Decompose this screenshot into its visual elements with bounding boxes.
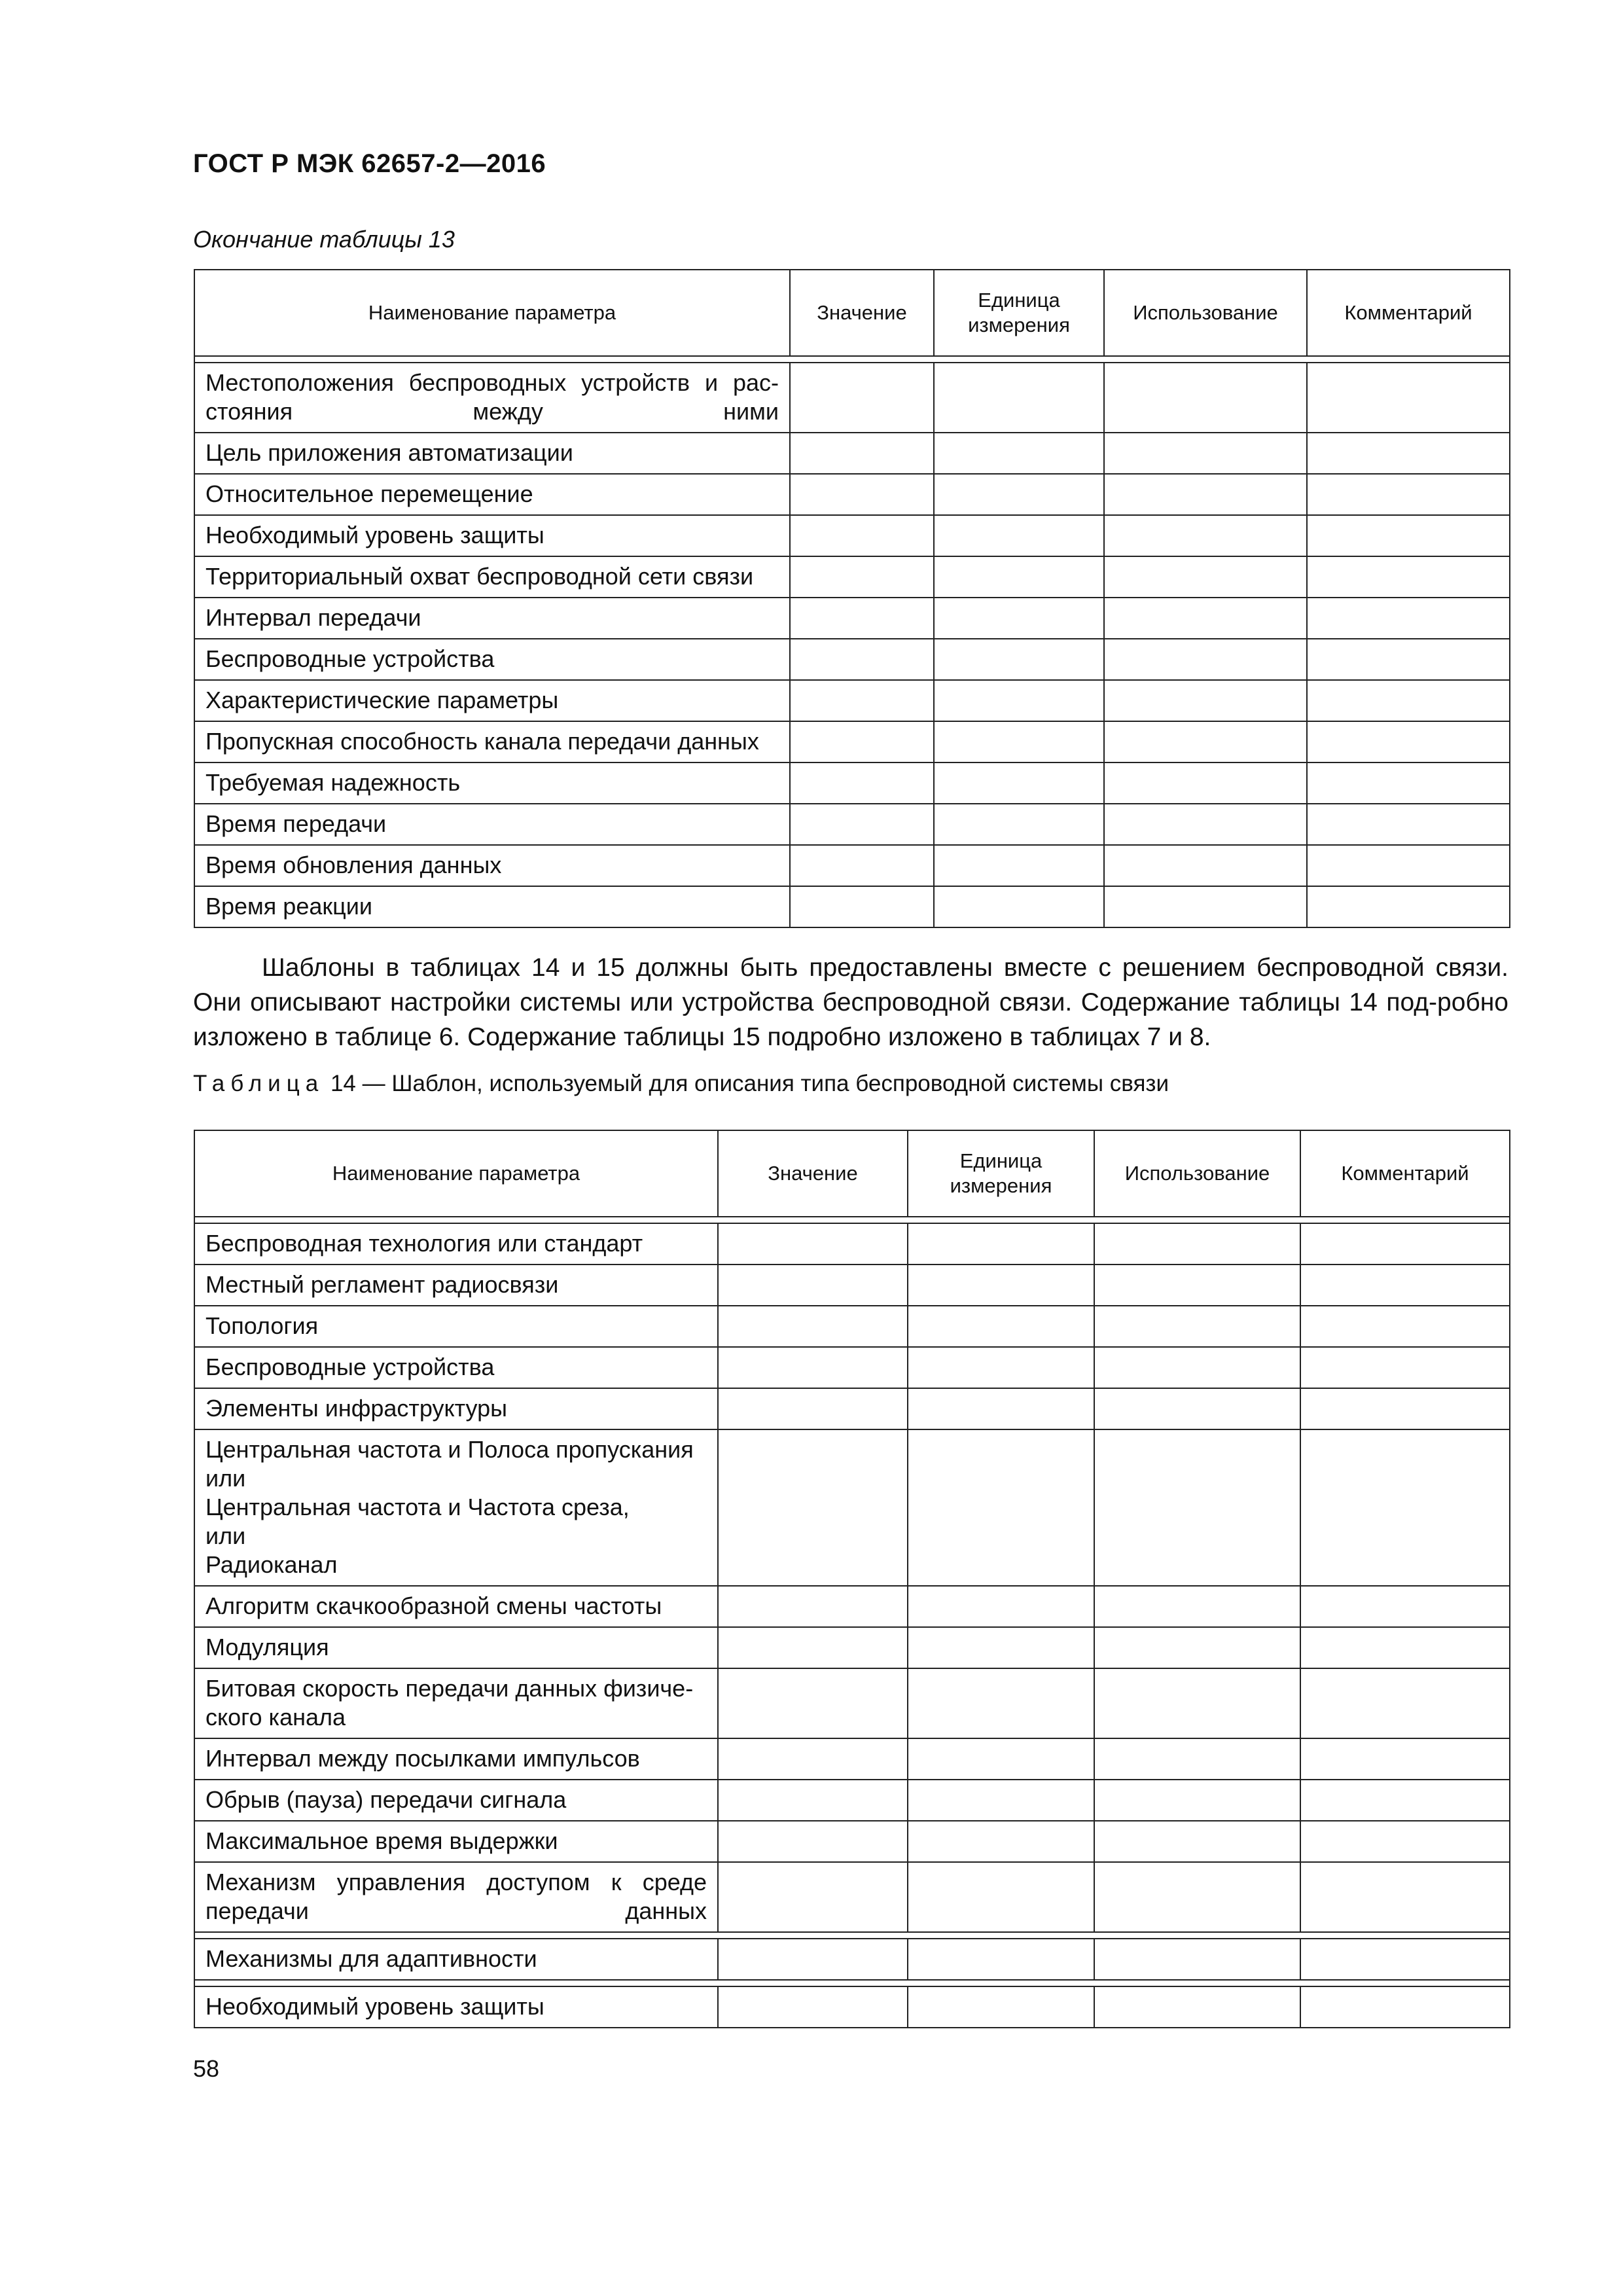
table-row — [194, 1429, 1510, 1586]
table-cell-usage — [1094, 1627, 1300, 1668]
table-cell-value — [790, 721, 934, 762]
col-header-value: Значение — [790, 270, 934, 356]
table-cell-parameter: Обрыв (пауза) передачи сигнала — [194, 1780, 718, 1821]
table-cell-value — [718, 1388, 908, 1429]
table-row — [194, 1668, 1510, 1738]
table-cell-comment — [1307, 363, 1510, 433]
table-cell-usage — [1094, 1429, 1300, 1586]
table-cell-usage — [1104, 515, 1307, 556]
table-cell-unit — [934, 639, 1104, 680]
table-row — [194, 598, 1510, 639]
table-header-row — [194, 270, 1510, 356]
table-cell-comment — [1307, 721, 1510, 762]
table-cell-unit — [908, 1986, 1094, 2028]
table-cell-usage — [1094, 1862, 1300, 1932]
table-cell-usage — [1104, 845, 1307, 886]
table-row — [194, 845, 1510, 886]
table-cell-value — [790, 639, 934, 680]
table-cell-usage — [1094, 1586, 1300, 1627]
table-row — [194, 556, 1510, 598]
table-cell-value — [718, 1939, 908, 1980]
table-cell-parameter: Пропускная способность канала передачи данных — [194, 721, 790, 762]
table-cell-unit — [908, 1429, 1094, 1586]
table-cell-parameter — [194, 363, 790, 433]
col-header-value: Значение — [718, 1130, 908, 1217]
table-cell-comment — [1300, 1265, 1510, 1306]
table-cell-value — [790, 680, 934, 721]
table-13 — [194, 269, 1510, 928]
table-row — [194, 721, 1510, 762]
document-header: ГОСТ Р МЭК 62657-2—2016 — [193, 149, 546, 178]
table-row — [194, 1347, 1510, 1388]
table-row — [194, 1223, 1510, 1265]
table-cell-comment — [1300, 1627, 1510, 1668]
table-cell-usage — [1094, 1265, 1300, 1306]
table-cell-comment — [1300, 1223, 1510, 1265]
table-cell-usage — [1104, 598, 1307, 639]
col-header-parameter-name: Наименование параметра — [194, 270, 790, 356]
table-cell-unit — [908, 1939, 1094, 1980]
table-header-row — [194, 1130, 1510, 1217]
table-cell-usage — [1104, 639, 1307, 680]
table-cell-unit — [908, 1738, 1094, 1780]
table-row — [194, 433, 1510, 474]
table-row — [194, 762, 1510, 804]
table-14 — [194, 1130, 1510, 2028]
table-cell-comment — [1300, 1821, 1510, 1862]
table-cell-parameter: Необходимый уровень защиты — [194, 1986, 718, 2028]
table-cell-comment — [1300, 1939, 1510, 1980]
body-paragraph-text: Шаблоны в таблицах 14 и 15 должны быть предоставлены вместе с решением беспроводной связи. Они описывают настройки системы или устройства беспроводной связи. Содержание таблицы 14 под-робно изложено в таблице 6. Содержание таблицы 15 подробно изложено в таблицах 7 и 8. — [193, 954, 1508, 1051]
table-cell-usage — [1094, 1780, 1300, 1821]
table-cell-parameter: Время обновления данных — [194, 845, 790, 886]
col-header-unit — [934, 270, 1104, 356]
table-row — [194, 1738, 1510, 1780]
table-cell-unit — [908, 1627, 1094, 1668]
table-row — [194, 639, 1510, 680]
table-cell-value — [790, 598, 934, 639]
table-cell-usage — [1104, 680, 1307, 721]
table-cell-comment — [1307, 598, 1510, 639]
table-cell-value — [718, 1986, 908, 2028]
table-cell-value — [790, 474, 934, 515]
col-header-usage: Использование — [1104, 270, 1307, 356]
table-cell-parameter: Центральная частота и Полоса пропускания или Центральная частота и Частота среза, или Радиоканал — [194, 1429, 718, 1586]
table-row — [194, 1388, 1510, 1429]
table-cell-parameter: Необходимый уровень защиты — [194, 515, 790, 556]
table-cell-unit — [934, 804, 1104, 845]
table-cell-unit — [908, 1388, 1094, 1429]
table-cell-unit — [934, 886, 1104, 927]
table-cell-comment — [1300, 1306, 1510, 1347]
table-cell-parameter: Элементы инфраструктуры — [194, 1388, 718, 1429]
table-cell-unit — [934, 845, 1104, 886]
table-cell-comment — [1307, 556, 1510, 598]
col-header-parameter-name: Наименование параметра — [194, 1130, 718, 1217]
table-cell-comment — [1300, 1986, 1510, 2028]
table-cell-usage — [1094, 1738, 1300, 1780]
table-cell-unit — [934, 762, 1104, 804]
table-row — [194, 1265, 1510, 1306]
table-cell-unit — [934, 721, 1104, 762]
body-paragraph — [193, 950, 1508, 1054]
table-cell-value — [718, 1862, 908, 1932]
table-cell-unit — [934, 598, 1104, 639]
table-cell-comment — [1307, 886, 1510, 927]
table-cell-value — [790, 556, 934, 598]
table-cell-comment — [1300, 1388, 1510, 1429]
table-cell-usage — [1094, 1821, 1300, 1862]
table-cell-comment — [1300, 1586, 1510, 1627]
table-cell-parameter: Время реакции — [194, 886, 790, 927]
table-cell-parameter: Время передачи — [194, 804, 790, 845]
table-cell-value — [790, 515, 934, 556]
table-row — [194, 804, 1510, 845]
table-row-separator — [194, 1932, 1510, 1939]
table-cell-value — [718, 1265, 908, 1306]
table-cell-usage — [1094, 1986, 1300, 2028]
table-row — [194, 1986, 1510, 2028]
table-cell-comment — [1307, 804, 1510, 845]
table-cell-value — [790, 886, 934, 927]
table-cell-unit — [908, 1821, 1094, 1862]
table-cell-value — [790, 363, 934, 433]
table-cell-value — [790, 433, 934, 474]
table-cell-unit — [934, 680, 1104, 721]
table-cell-usage — [1104, 433, 1307, 474]
table-cell-comment — [1307, 680, 1510, 721]
table-cell-comment — [1300, 1738, 1510, 1780]
table-cell-value — [718, 1223, 908, 1265]
table-cell-usage — [1104, 886, 1307, 927]
table-cell-unit — [908, 1265, 1094, 1306]
table-cell-usage — [1104, 363, 1307, 433]
table-cell-usage — [1104, 804, 1307, 845]
table-cell-parameter: Максимальное время выдержки — [194, 1821, 718, 1862]
col-header-unit-text: Единица измерения — [968, 289, 1070, 336]
table-cell-unit — [908, 1306, 1094, 1347]
table-cell-value — [718, 1306, 908, 1347]
table-cell-parameter: Топология — [194, 1306, 718, 1347]
table-cell-parameter: Алгоритм скачкообразной смены частоты — [194, 1586, 718, 1627]
table-cell-unit — [908, 1780, 1094, 1821]
table-cell-value — [718, 1821, 908, 1862]
table-cell-usage — [1104, 474, 1307, 515]
col-header-comment: Комментарий — [1300, 1130, 1510, 1217]
table-cell-comment — [1307, 762, 1510, 804]
table-cell-parameter: Относительное перемещение — [194, 474, 790, 515]
table-cell-comment — [1307, 515, 1510, 556]
table-cell-value — [790, 804, 934, 845]
table-cell-value — [718, 1780, 908, 1821]
table-14-caption — [193, 1071, 1169, 1097]
table-cell-parameter: Местный регламент радиосвязи — [194, 1265, 718, 1306]
table-cell-parameter — [194, 1862, 718, 1932]
table-cell-comment — [1300, 1429, 1510, 1586]
table-cell-value — [718, 1668, 908, 1738]
table-row — [194, 1586, 1510, 1627]
table-cell-parameter: Механизмы для адаптивности — [194, 1939, 718, 1980]
table-cell-comment — [1300, 1347, 1510, 1388]
table-row-separator — [194, 1980, 1510, 1986]
table-cell-value — [718, 1429, 908, 1586]
table-cell-value — [790, 762, 934, 804]
table-cell-usage — [1094, 1306, 1300, 1347]
table-cell-parameter: Беспроводные устройства — [194, 639, 790, 680]
table-14-caption-number: 14 — [330, 1071, 356, 1096]
table-cell-usage — [1094, 1668, 1300, 1738]
table-cell-comment — [1300, 1780, 1510, 1821]
table-cell-unit — [908, 1668, 1094, 1738]
table-cell-value — [718, 1347, 908, 1388]
table-row — [194, 1780, 1510, 1821]
table-row — [194, 1939, 1510, 1980]
table-cell-comment — [1300, 1862, 1510, 1932]
table-cell-parameter-text: Механизм управления доступом к среде передачи данных — [205, 1869, 707, 1924]
table-cell-usage — [1094, 1388, 1300, 1429]
table-cell-usage — [1094, 1347, 1300, 1388]
table-header-separator — [194, 1217, 1510, 1223]
table-cell-parameter: Интервал между посылками импульсов — [194, 1738, 718, 1780]
table-cell-unit — [934, 556, 1104, 598]
table-cell-unit — [934, 515, 1104, 556]
table-row — [194, 515, 1510, 556]
table-cell-unit — [908, 1347, 1094, 1388]
table-cell-parameter: Битовая скорость передачи данных физиче-ского канала — [194, 1668, 718, 1738]
table-cell-usage — [1104, 721, 1307, 762]
table-cell-usage — [1104, 556, 1307, 598]
page-number: 58 — [193, 2055, 220, 2082]
table-cell-parameter: Характеристические параметры — [194, 680, 790, 721]
table-cell-comment — [1307, 845, 1510, 886]
table-14-caption-title: — Шаблон, используемый для описания типа беспроводной системы связи — [362, 1071, 1169, 1096]
table-row — [194, 363, 1510, 433]
table-cell-usage — [1094, 1223, 1300, 1265]
table-cell-value — [718, 1627, 908, 1668]
table-cell-unit — [934, 433, 1104, 474]
table-cell-usage — [1104, 762, 1307, 804]
table-row — [194, 1821, 1510, 1862]
table-row — [194, 680, 1510, 721]
table-row — [194, 886, 1510, 927]
table-13-continuation-label: Окончание таблицы 13 — [193, 226, 455, 253]
table-cell-usage — [1094, 1939, 1300, 1980]
table-cell-parameter-text: Местоположения беспроводных устройств и рас-стояния между ними — [205, 369, 779, 425]
col-header-unit-text: Единица измерения — [950, 1149, 1052, 1197]
table-cell-value — [718, 1738, 908, 1780]
col-header-unit — [908, 1130, 1094, 1217]
table-cell-comment — [1307, 433, 1510, 474]
table-cell-parameter: Цель приложения автоматизации — [194, 433, 790, 474]
table-row — [194, 1627, 1510, 1668]
table-header-separator — [194, 356, 1510, 363]
col-header-usage: Использование — [1094, 1130, 1300, 1217]
table-cell-unit — [934, 363, 1104, 433]
table-row — [194, 1862, 1510, 1932]
table-cell-parameter: Модуляция — [194, 1627, 718, 1668]
table-cell-comment — [1307, 639, 1510, 680]
table-14-caption-label: Таблица — [193, 1071, 325, 1096]
table-cell-parameter: Интервал передачи — [194, 598, 790, 639]
table-row — [194, 1306, 1510, 1347]
table-cell-unit — [934, 474, 1104, 515]
table-cell-parameter: Территориальный охват беспроводной сети связи — [194, 556, 790, 598]
table-cell-value — [718, 1586, 908, 1627]
table-cell-unit — [908, 1586, 1094, 1627]
table-cell-comment — [1300, 1668, 1510, 1738]
table-cell-unit — [908, 1862, 1094, 1932]
table-cell-parameter: Беспроводные устройства — [194, 1347, 718, 1388]
table-cell-parameter: Беспроводная технология или стандарт — [194, 1223, 718, 1265]
table-cell-unit — [908, 1223, 1094, 1265]
table-cell-comment — [1307, 474, 1510, 515]
table-row — [194, 474, 1510, 515]
table-cell-parameter: Требуемая надежность — [194, 762, 790, 804]
table-cell-value — [790, 845, 934, 886]
col-header-comment: Комментарий — [1307, 270, 1510, 356]
